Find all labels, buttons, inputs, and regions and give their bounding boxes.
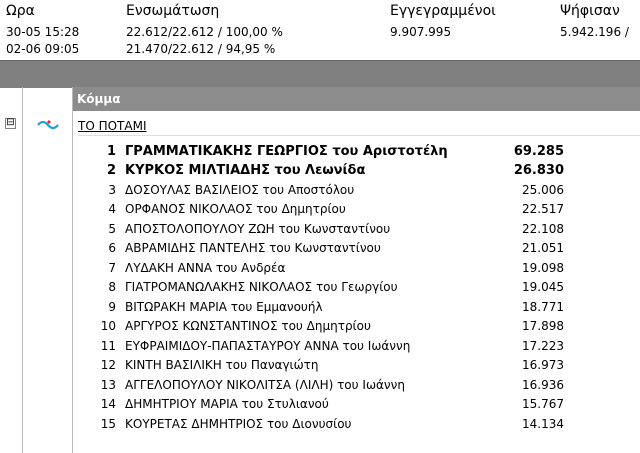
logo-dot: [47, 120, 50, 123]
summary-registered: 9.907.995: [390, 25, 452, 39]
candidate-rank: 2: [106, 163, 116, 178]
candidate-rank: 15: [100, 417, 116, 431]
candidate-row: [0, 181, 640, 200]
candidate-name: ΑΠΟΣΤΟΛΟΠΟΥΛΟΥ ΖΩΗ του Κωνσταντίνου: [125, 222, 391, 236]
candidate-votes: 17.223: [522, 339, 564, 353]
candidate-votes: 25.006: [522, 183, 564, 197]
candidate-name: ΑΒΡΑΜΙΔΗΣ ΠΑΝΤΕΛΗΣ του Κωνσταντίνου: [125, 241, 381, 255]
toolbar-bar: [0, 60, 640, 88]
candidate-name: ΚΙΝΤΗ ΒΑΣΙΛΙΚΗ του Παναγιώτη: [125, 358, 319, 372]
candidate-rank: 3: [108, 183, 116, 197]
party-logo-icon: [36, 117, 62, 131]
candidate-rank: 5: [108, 222, 116, 236]
candidate-row: [0, 356, 640, 375]
candidate-row: [0, 200, 640, 219]
column-header-party[interactable]: [73, 87, 640, 111]
candidate-rank: 1: [106, 144, 116, 159]
candidate-row: [0, 220, 640, 239]
candidate-name: ΚΥΡΚΟΣ ΜΙΛΤΙΑΔΗΣ του Λεωνίδα: [125, 163, 366, 178]
party-name-link[interactable]: ΤΟ ΠΟΤΑΜΙ: [78, 119, 147, 133]
candidate-name: ΓΡΑΜΜΑΤΙΚΑΚΗΣ ΓΕΩΡΓΙΟΣ του Αριστοτέλη: [125, 144, 448, 159]
candidate-row: [0, 259, 640, 278]
summary-time: 30-05 15:28: [6, 25, 80, 39]
candidate-name: ΒΙΤΩΡΑΚΗ ΜΑΡΙΑ του Εμμανουήλ: [125, 300, 323, 314]
candidate-rank: 8: [108, 280, 116, 294]
candidate-votes: 22.108: [522, 222, 564, 236]
candidate-rank: 4: [108, 202, 116, 216]
summary-voted: 5.942.196 /: [560, 25, 629, 39]
candidate-row: [0, 278, 640, 297]
candidate-rank: 11: [100, 339, 116, 353]
candidate-votes: 16.973: [522, 358, 564, 372]
candidate-votes: 18.771: [522, 300, 564, 314]
candidate-row: [0, 142, 640, 161]
candidate-row: [0, 415, 640, 434]
candidate-name: ΚΟΥΡΕΤΑΣ ΔΗΜΗΤΡΙΟΣ του Διονυσίου: [125, 417, 352, 431]
candidate-rank: 14: [100, 397, 116, 411]
summary-precincts: 22.612/22.612 / 100,00 %: [126, 25, 283, 39]
candidate-votes: 21.051: [522, 241, 564, 255]
column-header-label: Κόμμα: [77, 92, 121, 106]
candidate-row: [0, 161, 640, 180]
candidate-name: ΑΓΓΕΛΟΠΟΥΛΟΥ ΝΙΚΟΛΙΤΣΑ (ΛΙΛΗ) του Ιωάννη: [125, 378, 405, 392]
results-table: [0, 87, 640, 453]
candidate-rank: 13: [100, 378, 116, 392]
candidate-rank: 7: [108, 261, 116, 275]
candidate-name: ΟΡΦΑΝΟΣ ΝΙΚΟΛΑΟΣ του Δημητρίου: [125, 202, 346, 216]
summary-row: [0, 41, 640, 58]
candidate-votes: 19.045: [522, 280, 564, 294]
header-voted: Ψήφισαν: [560, 3, 620, 19]
candidate-votes: 22.517: [522, 202, 564, 216]
collapse-toggle-icon[interactable]: ⊟: [6, 117, 15, 128]
candidate-votes: 17.898: [522, 319, 564, 333]
candidate-row: [0, 239, 640, 258]
summary-header: [0, 0, 640, 22]
candidate-name: ΕΥΦΡΑΙΜΙΔΟΥ-ΠΑΠΑΣΤΑΥΡΟΥ ΑΝΝΑ του Ιωάννη: [125, 339, 411, 353]
candidate-rank: 10: [100, 319, 116, 333]
candidate-row: [0, 317, 640, 336]
summary-time: 02-06 09:05: [6, 42, 80, 56]
candidate-votes: 14.134: [522, 417, 564, 431]
candidate-row: [0, 298, 640, 317]
candidate-name: ΓΙΑΤΡΟΜΑΝΩΛΑΚΗΣ ΝΙΚΟΛΑΟΣ του Γεωργίου: [125, 280, 398, 294]
candidate-votes: 15.767: [522, 397, 564, 411]
candidate-name: ΔΗΜΗΤΡΙΟΥ ΜΑΡΙΑ του Στυλιανού: [125, 397, 329, 411]
candidate-votes: 26.830: [513, 163, 564, 178]
summary-row: [0, 24, 640, 41]
candidate-row: [0, 337, 640, 356]
candidate-row: [0, 395, 640, 414]
summary-precincts: 21.470/22.612 / 94,95 %: [126, 42, 276, 56]
candidate-name: ΑΡΓΥΡΟΣ ΚΩΝΣΤΑΝΤΙΝΟΣ του Δημητρίου: [125, 319, 371, 333]
candidate-row: [0, 376, 640, 395]
candidate-votes: 69.285: [513, 144, 564, 159]
header-time: Ωρα: [6, 3, 35, 19]
header-registered: Εγγεγραμμένοι: [390, 3, 496, 19]
candidate-name: ΔΟΣΟΥΛΑΣ ΒΑΣΙΛΕΙΟΣ του Αποστόλου: [125, 183, 355, 197]
candidate-rank: 9: [108, 300, 116, 314]
candidate-rank: 6: [108, 241, 116, 255]
candidate-name: ΛΥΔΑΚΗ ΑΝΝΑ του Ανδρέα: [125, 261, 286, 275]
candidate-votes: 16.936: [522, 378, 564, 392]
candidate-rank: 12: [100, 358, 116, 372]
party-row-separator: [78, 135, 640, 136]
candidate-votes: 19.098: [522, 261, 564, 275]
header-precincts: Ενσωμάτωση: [126, 3, 220, 19]
